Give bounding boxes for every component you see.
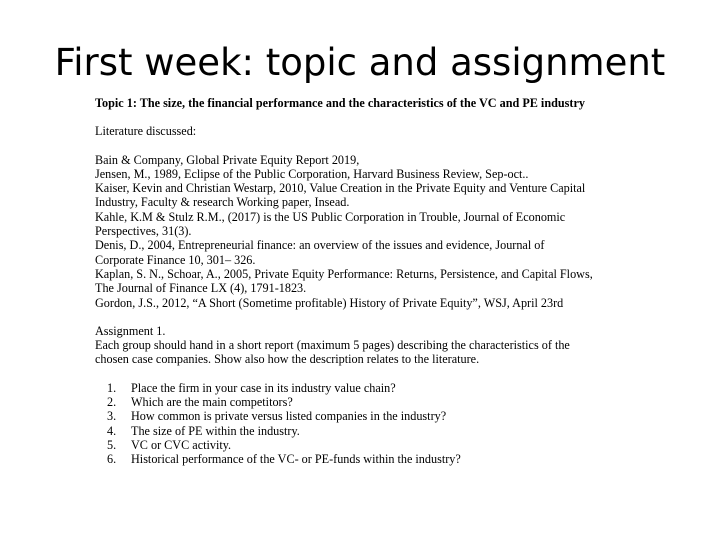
question-item [95,452,595,466]
question-text: VC or CVC activity. [131,437,232,452]
question-number: 4. [107,423,117,438]
question-number: 5. [107,437,117,452]
reference-item: Kahle, K.M & Stulz R.M., (2017) is the US Public Corporation in Trouble, Journal of Economic Perspectives, 31(3). [95,209,566,239]
assignment-text: Each group should hand in a short report (maximum 5 pages) describing the characteristics of the chosen case companies. Show also how the description relates to the literature. [95,338,570,367]
question-number: 2. [107,395,117,410]
question-list [95,381,595,467]
question-text: Historical performance of the VC- or PE-funds within the industry? [131,452,461,467]
question-number: 1. [107,380,117,395]
reference-item: Denis, D., 2004, Entrepreneurial finance: an overview of the issues and evidence, Journal of Corporate Finance 10, 301– 326. [95,238,545,267]
question-text: The size of PE within the industry. [131,423,300,438]
assignment-heading: Assignment 1. [95,323,166,338]
question-item [95,438,595,452]
reference-item: Kaiser, Kevin and Christian Westarp, 2010, Value Creation in the Private Equity and Venture Capital Industry, Faculty & research Working paper, Insead. [95,181,586,210]
question-text: Which are the main competitors? [131,395,293,410]
question-text: How common is private versus listed companies in the industry? [131,409,447,424]
document-body [95,96,595,467]
question-number: 6. [107,452,117,467]
reference-item: Kaplan, S. N., Schoar, A., 2005, Private Equity Performance: Returns, Persistence, and Capital Flows, The Journal of Finance LX (4), 1791-1823. [95,266,593,296]
question-item [95,395,595,409]
slide-title: First week: topic and assignment [54,41,666,84]
reference-item: Jensen, M., 1989, Eclipse of the Public Corporation, Harvard Business Review, Sep-oct.. [95,166,529,181]
topic-heading: Topic 1: The size, the financial performance and the characteristics of the VC and PE industry [95,96,585,110]
question-text: Place the firm in your case in its industry value chain? [131,380,396,395]
literature-label: Literature discussed: [95,124,197,139]
reference-list [95,153,595,310]
question-item [95,424,595,438]
reference-item: Bain & Company, Global Private Equity Report 2019, [95,152,360,167]
reference-item: Gordon, J.S., 2012, “A Short (Sometime profitable) History of Private Equity”, WSJ, April 23rd [95,295,564,310]
question-item [95,381,595,395]
question-item [95,409,595,423]
question-number: 3. [107,409,117,424]
